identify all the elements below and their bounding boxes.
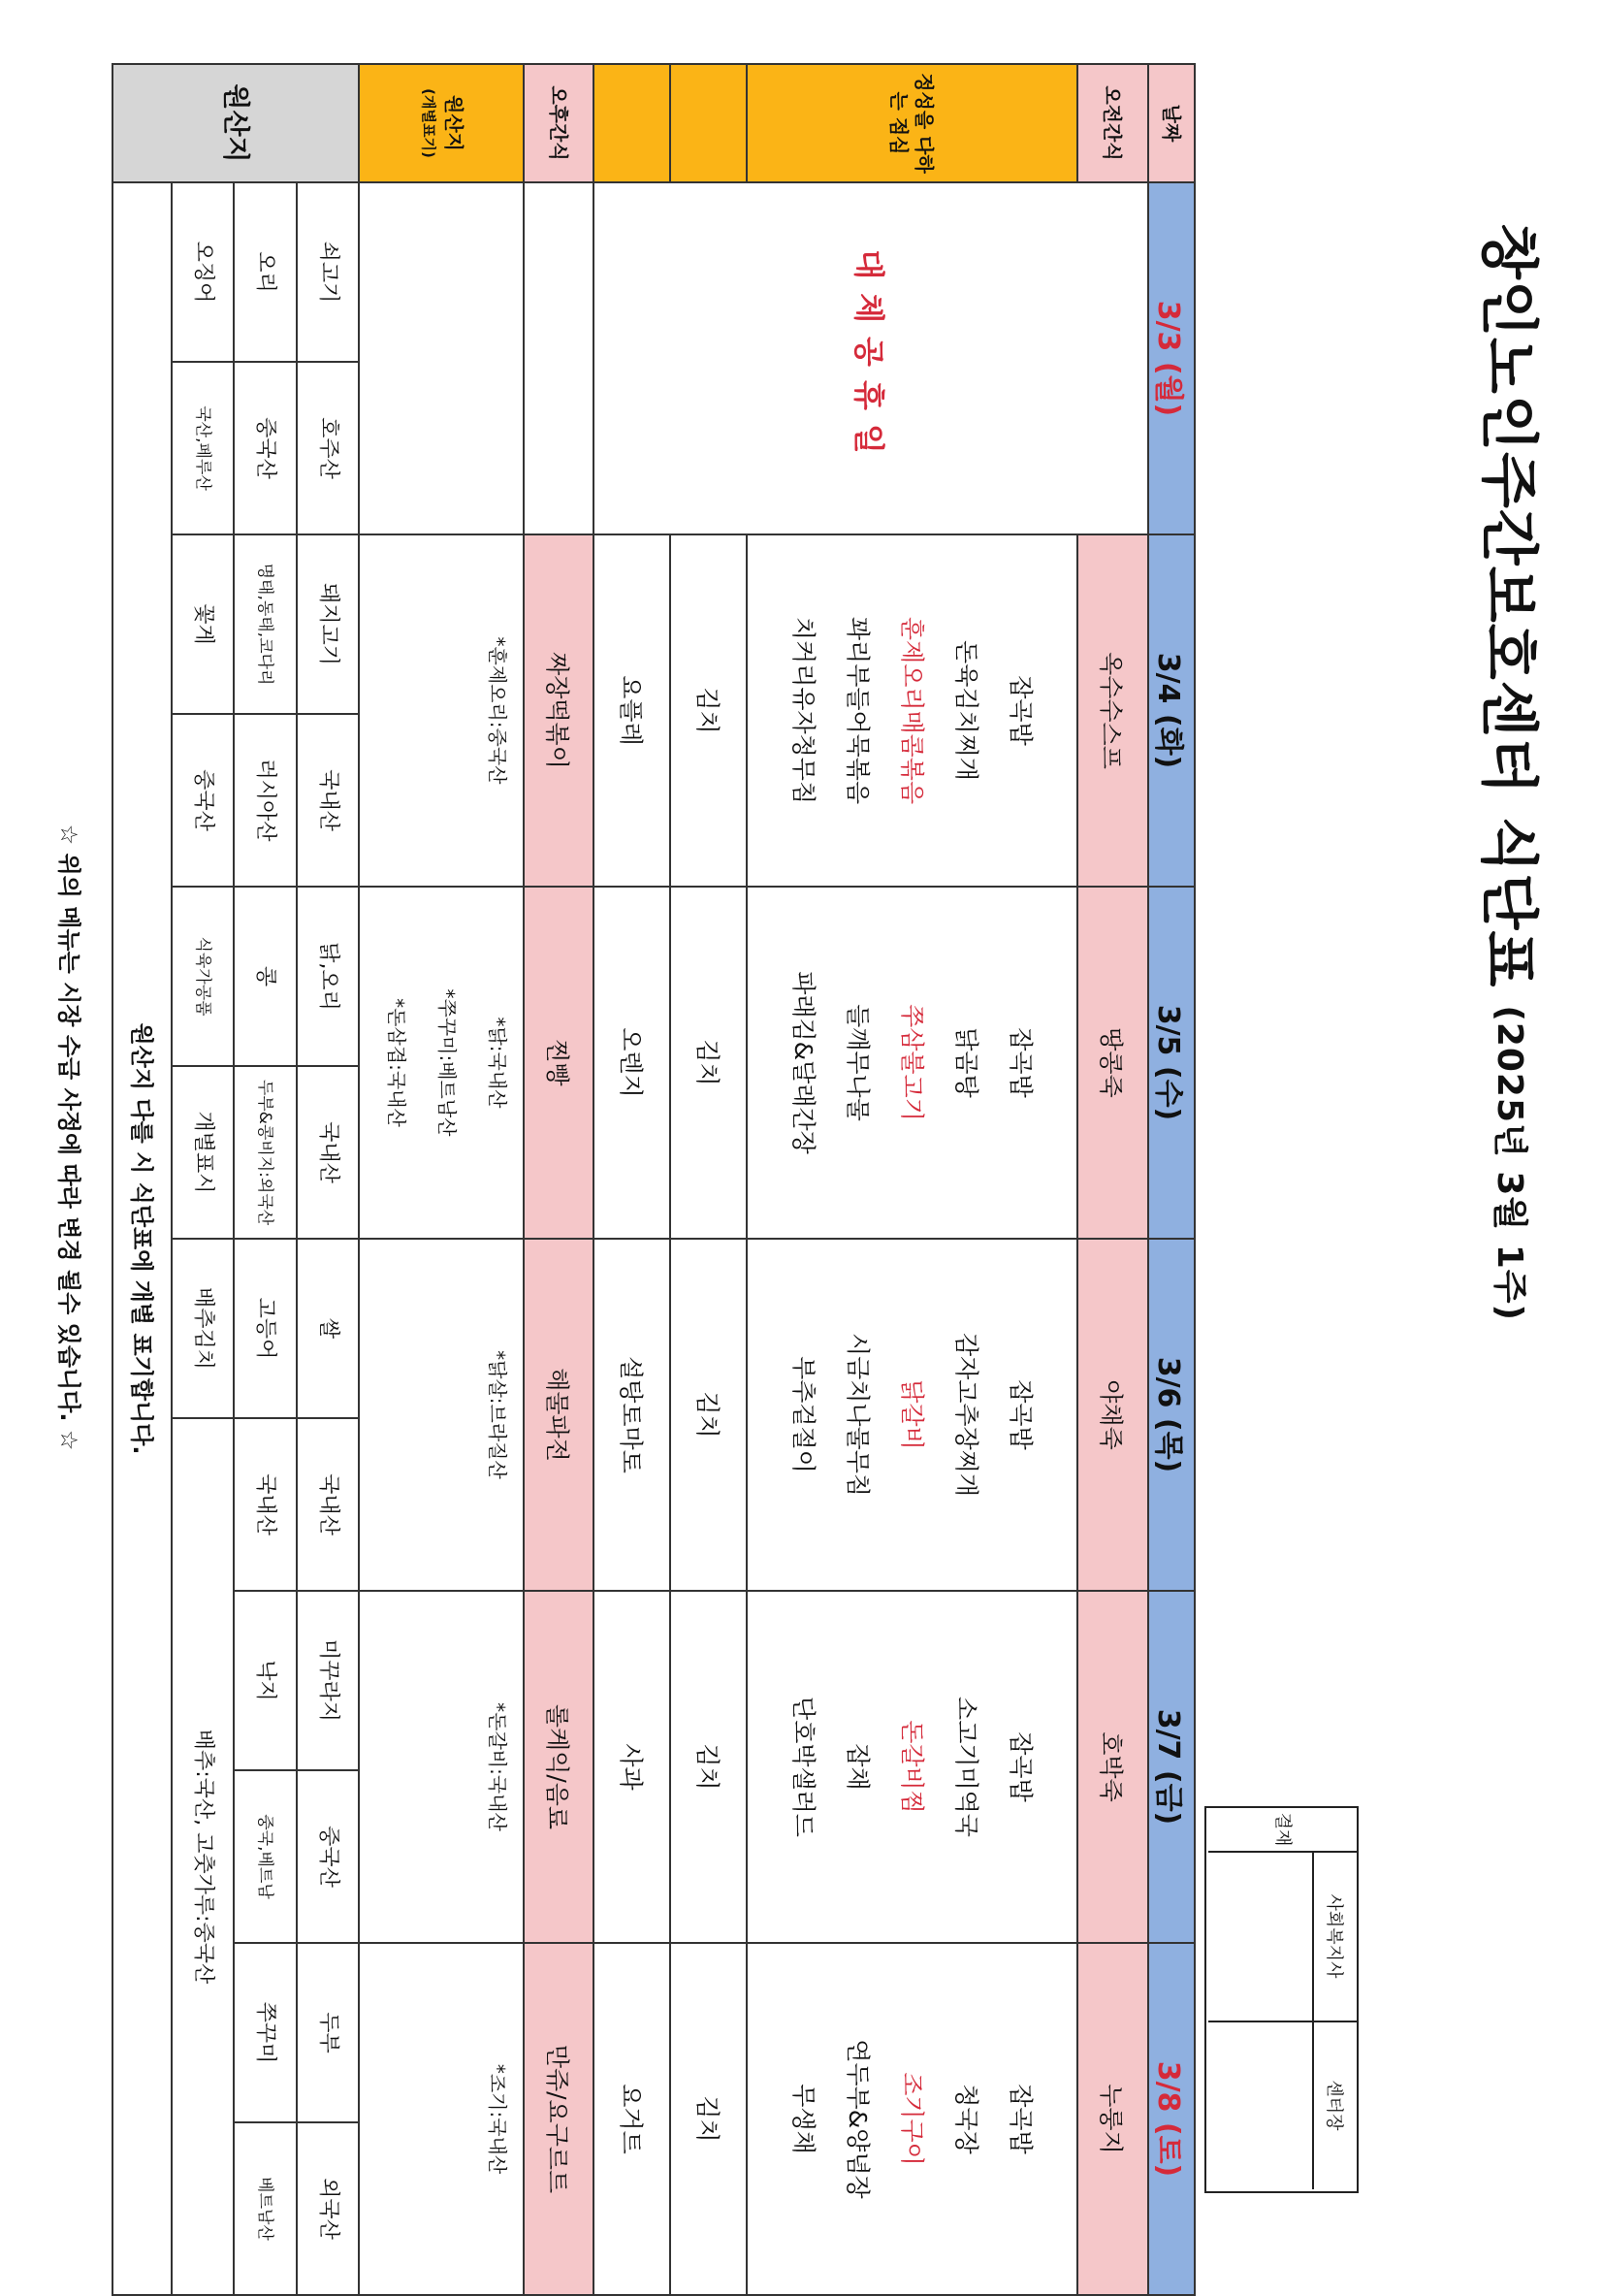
afternoon-snack-row <box>524 64 594 2295</box>
origin-country: 호주산 <box>297 362 360 534</box>
day-header: 3/8 (토) <box>1148 1943 1195 2295</box>
menu-item-dessert: 사과 <box>593 1591 670 1943</box>
origin-row-1 <box>297 64 360 2295</box>
menu-item-dessert: 요거트 <box>593 1943 670 2295</box>
menu-item: 돈육김치찌개 <box>952 640 981 781</box>
origin-item: 오징어 <box>172 182 235 362</box>
menu-item: 파래김&달래간장 <box>789 971 818 1154</box>
day-header: 3/7 (금) <box>1148 1591 1195 1943</box>
menu-item: 잡곡밥 <box>1007 1379 1036 1450</box>
day-header: 3/3 (월) <box>1148 182 1195 534</box>
menu-item: 무생채 <box>789 2084 818 2154</box>
approval-director <box>1208 2021 1357 2189</box>
afternoon-snack: 만쥬/요구르트 <box>524 1943 594 2295</box>
day-header: 3/6 (목) <box>1148 1239 1195 1591</box>
approval-box <box>1204 1806 1359 2193</box>
origin-item: 쭈꾸미 <box>234 1943 297 2122</box>
menu-item-kimchi: 김치 <box>670 1943 747 2295</box>
origin-note <box>359 887 524 1239</box>
menu-item: 잡곡밥 <box>1007 1027 1036 1098</box>
origin-item: 돼지고기 <box>297 534 360 714</box>
menu-item: 부추겉절이 <box>789 1356 818 1473</box>
origin-item: 고등어 <box>234 1239 297 1418</box>
title-week: (2025년 3월 1주) <box>1490 1005 1530 1321</box>
origin-item: 꽃게 <box>172 534 235 714</box>
day-header: 3/5 (수) <box>1148 887 1195 1239</box>
origin-notice-row <box>112 64 172 2295</box>
date-row <box>1148 64 1195 2295</box>
origin-note-line: *닭:국내산 <box>485 1017 509 1109</box>
morning-snack: 누룽지 <box>1077 1943 1148 2295</box>
origin-row-3 <box>172 64 235 2295</box>
origin-note <box>359 1591 524 1943</box>
lunch-menu <box>747 1239 1077 1591</box>
menu-item-dessert: 오렌지 <box>593 887 670 1239</box>
morning-snack: 호박죽 <box>1077 1591 1148 1943</box>
morning-snack: 땅콩죽 <box>1077 887 1148 1239</box>
menu-item-main: 쭈삼불고기 <box>898 1004 927 1121</box>
menu-item: 잡곡밥 <box>1007 2084 1036 2154</box>
menu-item-main: 닭갈비 <box>898 1379 927 1450</box>
menu-item-main: 조기구이 <box>898 2072 927 2166</box>
origin-label: 원산지 <box>442 95 466 151</box>
origin-note <box>359 534 524 887</box>
origin-item: 쌀 <box>297 1239 360 1418</box>
menu-item: 시금치나물무침 <box>844 1332 873 1498</box>
approval-col-label: 사회복지사 <box>1312 1852 1357 2021</box>
afternoon-snack: 찐빵 <box>524 887 594 1239</box>
origin-note-empty <box>359 182 524 534</box>
origin-country: 중국,베트남 <box>234 1770 297 1943</box>
lunch-menu <box>747 534 1077 887</box>
menu-item-kimchi: 김치 <box>670 887 747 1239</box>
origin-item: 오리 <box>234 182 297 362</box>
afternoon-snack: 해물파전 <box>524 1239 594 1591</box>
menu-item: 꽈리부들어묵볶음 <box>844 616 873 805</box>
morning-snack-row <box>1077 64 1148 2295</box>
origin-country: 중국산 <box>297 1770 360 1943</box>
origin-country: 중국산 <box>234 362 297 534</box>
morning-snack: 옥수수스프 <box>1077 534 1148 887</box>
lunch-menu <box>747 1943 1077 2295</box>
origin-item: 쇠고기 <box>297 182 360 362</box>
menu-item: 들깨무나물 <box>844 1004 873 1121</box>
menu-table <box>112 63 1196 2296</box>
menu-item: 소고기미역국 <box>952 1697 981 1837</box>
origin-note-line: *훈제오리:중국산 <box>485 636 509 785</box>
origin-note-line: *닭살:브라질산 <box>485 1350 509 1479</box>
menu-item: 치커리유자청무침 <box>789 616 818 805</box>
menu-item: 연두부&양념장 <box>844 2039 873 2199</box>
origin-country: 개별표시 <box>172 1066 235 1239</box>
row-label-lunch-fruit <box>593 64 670 182</box>
row-label-origin: 원산지 <box>112 64 359 182</box>
menu-item-main: 돈갈비찜 <box>898 1720 927 1814</box>
menu-item: 잡곡밥 <box>1007 1731 1036 1802</box>
origin-item: 배추김치 <box>172 1239 235 1418</box>
row-label-morning-snack: 오전간식 <box>1077 64 1148 182</box>
menu-item-kimchi: 김치 <box>670 534 747 887</box>
origin-note-line: *조기:국내산 <box>485 2063 509 2175</box>
menu-item-dessert: 설탕토마토 <box>593 1239 670 1591</box>
lunch-menu <box>747 887 1077 1239</box>
menu-change-notice: ☆ 위의 메뉴는 시장 수급 사정에 따라 변경 될수 있습니다. ☆ <box>55 824 82 1451</box>
row-label-date: 날짜 <box>1148 64 1195 182</box>
morning-snack: 야채죽 <box>1077 1239 1148 1591</box>
row-label-afternoon-snack: 오후간식 <box>524 64 594 182</box>
origin-note-line: *쭈꾸미:베트남산 <box>434 988 459 1137</box>
origin-item: 닭,오리 <box>297 887 360 1066</box>
origin-note <box>359 1943 524 2295</box>
holiday-cell: 대체공휴일 <box>593 182 1147 534</box>
menu-item-kimchi: 김치 <box>670 1591 747 1943</box>
origin-item: 미꾸라지 <box>297 1591 360 1770</box>
origin-country: 배추:국산, 고춧가루:중국산 <box>172 1418 235 2295</box>
origin-item: 낙지 <box>234 1591 297 1770</box>
afternoon-snack: 롤케익/음료 <box>524 1591 594 1943</box>
origin-item: 두부 <box>297 1943 360 2122</box>
afternoon-snack: 짜장떡볶이 <box>524 534 594 887</box>
origin-item: 명태,동태,코다리 <box>234 534 297 714</box>
approval-social-worker <box>1208 1852 1357 2022</box>
origin-country: 러시아산 <box>234 714 297 887</box>
approval-label: 결재 <box>1208 1808 1357 1853</box>
origin-country: 중국산 <box>172 714 235 887</box>
origin-country: 국내산 <box>297 714 360 887</box>
menu-item-dessert: 요플레 <box>593 534 670 887</box>
origin-country: 국내산 <box>297 1066 360 1239</box>
menu-item: 감자고추장찌개 <box>952 1332 981 1498</box>
origin-country: 두부&콩비지:외국산 <box>234 1066 297 1239</box>
origin-item: 콩 <box>234 887 297 1066</box>
menu-item-main: 훈제오리매콤볶음 <box>898 616 927 805</box>
origin-note-line: *돈삼겹:국내산 <box>384 998 408 1127</box>
menu-item: 청국장 <box>952 2084 981 2154</box>
menu-item: 닭곰탕 <box>952 1027 981 1098</box>
row-label-origin-individual <box>359 64 524 182</box>
origin-note-row <box>359 64 524 2295</box>
title-text: 창인노인주간보호센터 식단표 <box>1474 223 1542 988</box>
menu-item: 단호박샐러드 <box>789 1697 818 1837</box>
origin-item: 식육가공품 <box>172 887 235 1066</box>
origin-note <box>359 1239 524 1591</box>
origin-country: 국내산 <box>297 1418 360 1591</box>
row-label-lunch: 정성을 다하는 점심 <box>747 64 1077 182</box>
menu-item-kimchi: 김치 <box>670 1239 747 1591</box>
origin-country: 국내산 <box>234 1418 297 1591</box>
origin-country: 국산,페루산 <box>172 362 235 534</box>
menu-item: 잡채 <box>844 1743 873 1791</box>
origin-row-2 <box>234 64 297 2295</box>
page-title <box>1440 223 1586 1321</box>
day-header: 3/4 (화) <box>1148 534 1195 887</box>
origin-country: 외국산 <box>297 2122 360 2295</box>
row-label-lunch-cont <box>670 64 747 182</box>
afternoon-empty <box>524 182 594 534</box>
origin-notice: 원산지 다를 시 식단표에 개별 표기합니다. <box>112 182 172 2295</box>
menu-item: 잡곡밥 <box>1007 675 1036 746</box>
lunch-menu <box>747 1591 1077 1943</box>
origin-country: 베트남산 <box>234 2122 297 2295</box>
approval-col-label: 센터장 <box>1312 2021 1357 2189</box>
origin-note-line: *돈갈비:국내산 <box>485 1702 509 1831</box>
origin-label-sub: (개별표기) <box>420 88 438 158</box>
